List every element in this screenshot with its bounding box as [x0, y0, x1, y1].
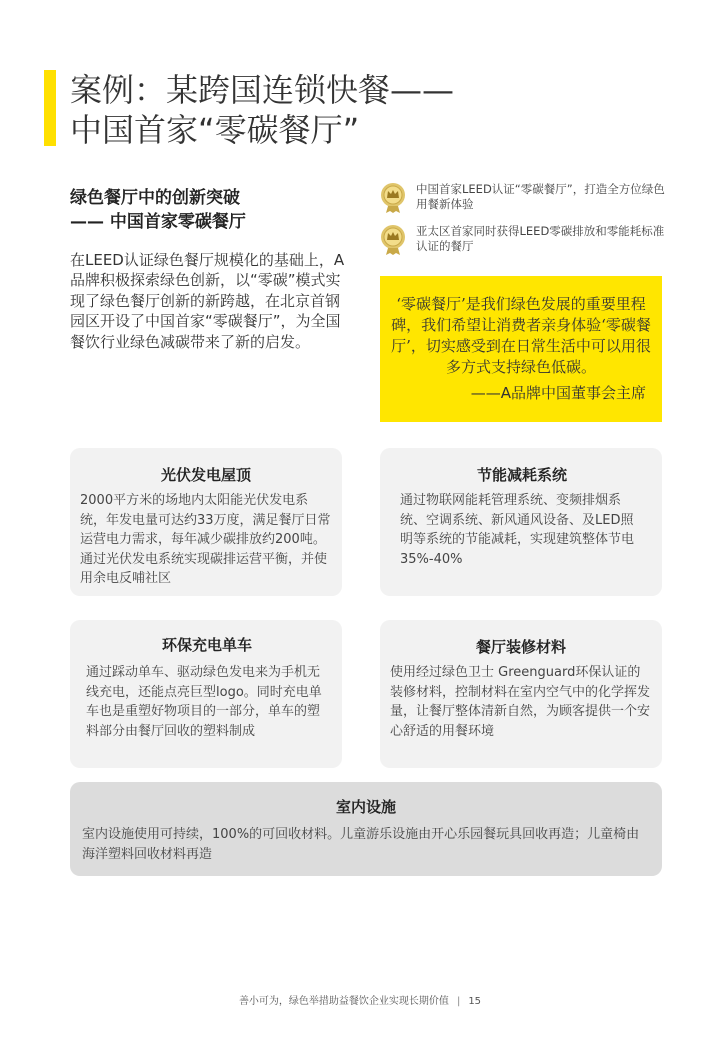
subtitle-line1: 绿色餐厅中的创新突破	[70, 188, 240, 208]
card-title: 光伏发电屋顶	[160, 466, 251, 484]
footer-separator: |	[456, 996, 461, 1007]
quote-box	[380, 276, 662, 422]
medal-icon	[380, 224, 406, 256]
card-title: 餐厅装修材料	[475, 638, 566, 656]
quote-attribution: ——A品牌中国董事会主席	[470, 384, 646, 402]
quote-text: ‘零碳餐厅’是我们绿色发展的重要里程碑，我们希望让消费者亲身体验‘零碳餐厅’，切实感受到在日常生活中可以用很多方式支持绿色低碳。	[391, 295, 651, 376]
card-body: 2000平方米的场地内太阳能光伏发电系统，年发电量可达约33万度，满足餐厅日常运营电力需求，每年减少碳排放约200吨。通过光伏发电系统实现碳排运营平衡，并使用余电反哺社区	[80, 493, 331, 586]
card-solar-roof	[70, 448, 342, 596]
card-energy-saving	[380, 448, 662, 596]
card-indoor-facilities	[70, 782, 662, 876]
card-body: 通过踩动单车、驱动绿色发电来为手机无线充电，还能点亮巨型logo。同时充电单车也是重塑好物项目的一部分，单车的塑料部分由餐厅回收的塑料制成	[86, 665, 322, 739]
card-body: 使用经过绿色卫士 Greenguard环保认证的装修材料，控制材料在室内空气中的化学挥发量，让餐厅整体清新自然，为顾客提供一个安心舒适的用餐环境	[390, 665, 651, 739]
footer-text: 善小可为，绿色举措助益餐饮企业实现长期价值	[238, 996, 449, 1007]
page-number: 15	[468, 996, 482, 1007]
card-body: 通过物联网能耗管理系统、变频排烟系统、空调系统、新风通风设备、及LED照明等系统的节能减耗，实现建筑整体节电35%-40%	[400, 493, 635, 567]
medal-icon	[380, 182, 406, 214]
card-title: 室内设施	[335, 798, 396, 816]
award-text-2: 亚太区首家同时获得LEED零碳排放和零能耗标准认证的餐厅	[416, 224, 665, 253]
page-footer	[0, 992, 720, 1007]
award-item-1	[380, 182, 670, 214]
subtitle-line2: —— 中国首家零碳餐厅	[70, 212, 246, 232]
intro-paragraph: 在LEED认证绿色餐厅规模化的基础上，A品牌积极探索绿色创新，以“零碳”模式实现了绿色餐厅创新的新跨越，在北京首钢园区开设了中国首家“零碳餐厅”，为全国餐饮行业绿色减碳带来了新的启发。	[70, 251, 345, 351]
card-charging-bike	[70, 620, 342, 768]
award-item-2	[380, 224, 670, 256]
card-title: 环保充电单车	[161, 636, 252, 654]
award-text-1: 中国首家LEED认证“零碳餐厅”，打造全方位绿色用餐新体验	[416, 182, 665, 211]
page-title	[70, 70, 454, 150]
card-decoration-materials	[380, 620, 662, 768]
title-accent-bar	[44, 70, 56, 146]
card-body: 室内设施使用可持续，100%的可回收材料。儿童游乐设施由开心乐园餐玩具回收再造；儿童椅由海洋塑料回收材料再造	[82, 827, 640, 862]
page-title-line2: 中国首家“零碳餐厅”	[70, 111, 360, 149]
section-subtitle	[70, 186, 246, 234]
card-title: 节能减耗系统	[476, 466, 567, 484]
page-title-line1: 案例：某跨国连锁快餐——	[70, 71, 455, 109]
